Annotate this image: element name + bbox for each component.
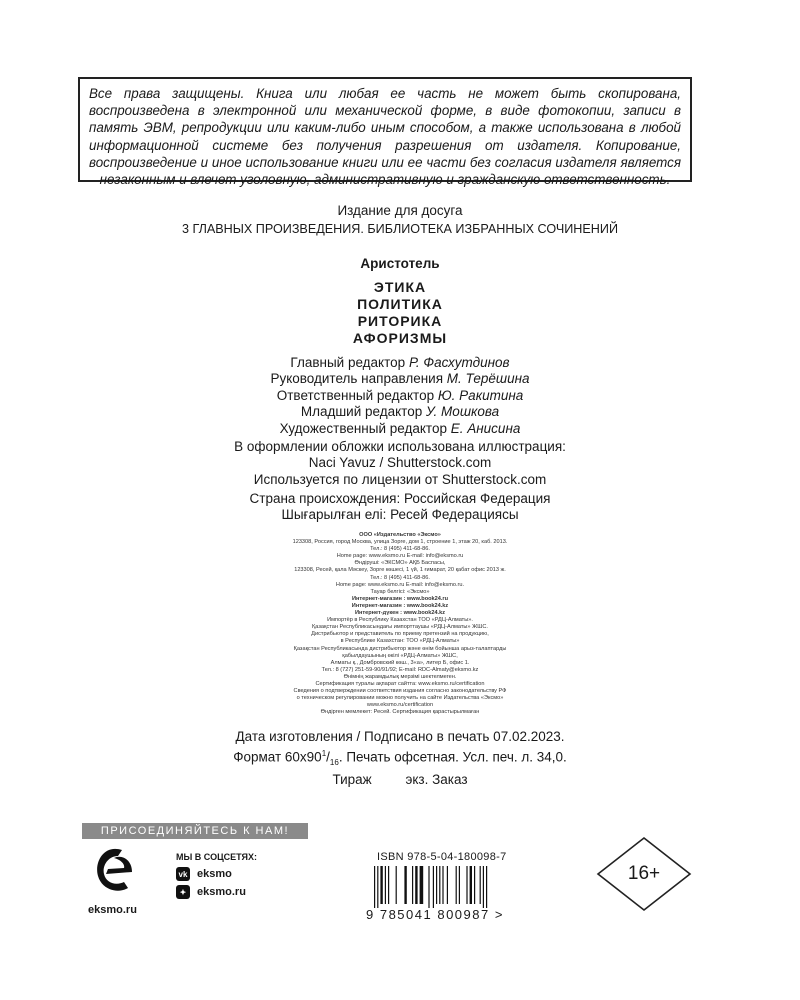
- barcode-bar: [439, 866, 440, 904]
- country-of-origin: [0, 491, 800, 524]
- barcode-bar: [377, 866, 378, 908]
- credit-line: Naci Yavuz / Shutterstock.com: [308, 455, 492, 471]
- barcode-digits: 9 785041 800987 >: [366, 907, 504, 922]
- barcode-bar: [415, 866, 417, 904]
- publisher-details: [0, 532, 800, 716]
- publisher-line: Өндіруші: «ЭКСМО» АҚБ Баспасы,: [354, 560, 446, 567]
- barcode-bar: [456, 866, 457, 904]
- barcode-bar: [486, 866, 487, 908]
- copyright-notice: Все права защищены. Книга или любая ее часть не может быть скопирована, воспроизведена в электронной или механической форме, в виде фотокопии, записи в память ЭВМ, репродукции или каким-либо иным способом, а также использована в любой информационной системе без получения разрешения от издателя. Копирование, воспроизведение и иное использование книги или ее части без согласия издателя является незаконным и влечет уголовную, административную и гражданскую ответственность.: [78, 77, 692, 182]
- series-title: 3 ГЛАВНЫХ ПРОИЗВЕДЕНИЯ. БИБЛИОТЕКА ИЗБРАННЫХ СОЧИНЕНИЙ: [181, 222, 619, 236]
- barcode-bar: [388, 866, 389, 904]
- dzen-icon: ✦: [176, 885, 190, 899]
- publisher-line: ООО «Издательство «Эксмо»: [359, 532, 441, 538]
- barcode-bar: [396, 866, 397, 904]
- publisher-line: 123308, Россия, город Москва, улица Зорге, дом 1, строение 1, этаж 20, каб. 2013.: [292, 539, 508, 546]
- publisher-line: Тел.: 8 (727) 251-59-90/91/92; E-mail: RDC-Almaty@eksmo.kz: [321, 666, 479, 673]
- edition-type: Издание для досуга: [337, 203, 463, 218]
- barcode-bar: [480, 866, 481, 904]
- title-item: ПОЛИТИКА: [357, 296, 443, 312]
- barcode-bar: [447, 866, 448, 904]
- circulation-line: Тираж экз. Заказ: [332, 772, 468, 788]
- isbn: ISBN 978-5-04-180098-7: [377, 851, 507, 863]
- publisher-line: Интернет-магазин : www.book24.kz: [351, 602, 449, 609]
- publisher-line: Сведения о подтверждении соответствия издания согласно законодательству РФ: [293, 688, 507, 695]
- barcode-bar: [436, 866, 437, 904]
- production-date: Дата изготовления / Подписано в печать 07.02.2023.: [235, 729, 565, 744]
- publisher-line: Тауар белгісі: «Эксмо»: [370, 588, 430, 595]
- origin-line: Страна происхождения: Российская Федерация: [249, 491, 551, 506]
- barcode-bar: [459, 866, 460, 904]
- title-item: РИТОРИКА: [357, 313, 443, 329]
- publisher-line: Интернет-магазин : www.book24.ru: [351, 595, 449, 602]
- publisher-line: Алматы қ., Домбровский көш., 3«а», литер Б, офис 1.: [330, 659, 470, 666]
- publisher-line: о техническом регулировании можно получить на сайте Издательства «Эксмо»: [296, 695, 504, 702]
- work-titles: [0, 279, 800, 347]
- title-item: АФОРИЗМЫ: [352, 330, 448, 346]
- author: Аристотель: [360, 256, 440, 271]
- publisher-line: Өндірген мемлекет: Ресей. Сертификация қарастырылмаған: [320, 709, 480, 716]
- publisher-line: Тел.: 8 (495) 411-68-86.: [370, 546, 430, 553]
- print-info: [0, 728, 800, 788]
- publisher-line: Дистрибьютор и представитель по приему претензий на продукцию,: [311, 631, 489, 638]
- publisher-line: www.eksmo.ru/certification: [366, 702, 434, 709]
- publisher-line: в Республике Казахстан: ТОО «РДЦ-Алматы»: [340, 638, 460, 645]
- editorial-staff: [0, 355, 800, 437]
- staff-line: Руководитель направления М. Терёшина: [270, 371, 530, 387]
- barcode-bar: [404, 866, 406, 904]
- publisher-line: Тел.: 8 (495) 411-68-86.: [370, 574, 430, 581]
- vk-icon: vk: [176, 867, 190, 881]
- publisher-line: Интернет-дүкен : www.book24.kz: [354, 610, 446, 617]
- staff-line: Художественный редактор Е. Анисина: [279, 420, 521, 436]
- eksmo-logo-icon: [92, 846, 138, 898]
- publisher-line: Home page: www.eksmo.ru E-mail: info@eksmo.ru: [336, 553, 464, 560]
- publisher-line: Home page: www.eksmo.ru E-mail: info@eksmo.ru.: [335, 581, 465, 588]
- social-name: eksmo: [197, 868, 232, 880]
- age-rating-badge: [596, 836, 692, 912]
- barcode-bar: [483, 866, 484, 908]
- eksmo-site-link[interactable]: eksmo.ru: [88, 904, 137, 916]
- social-link-dzen[interactable]: [176, 885, 246, 899]
- staff-line: Ответственный редактор Ю. Ракитина: [276, 387, 524, 403]
- publisher-line: Өнімнің жарамдылық мерзімі шектелмеген.: [343, 673, 457, 680]
- social-link-vk[interactable]: [176, 867, 232, 881]
- barcode-bar: [474, 866, 475, 904]
- staff-line: Младший редактор У. Мошкова: [300, 404, 500, 420]
- publisher-line: Қазақстан Республикасындағы импорттаушы «РДЦ-Алматы» ЖШС.: [312, 624, 488, 631]
- publisher-line: Сертификация туралы ақпарат сайтта: www.eksmo.ru/certification: [315, 680, 485, 687]
- origin-line: Шығарылған елі: Ресей Федерациясы: [281, 507, 519, 523]
- age-rating-text: 16+: [627, 863, 661, 884]
- title-item: ЭТИКА: [373, 279, 427, 295]
- social-label: МЫ В СОЦСЕТЯХ:: [176, 852, 258, 862]
- barcode-bar: [442, 866, 443, 904]
- barcode-bar: [385, 866, 386, 904]
- staff-line: Главный редактор Р. Фасхутдинов: [290, 355, 510, 370]
- barcode-bar: [380, 866, 382, 904]
- publisher-line: 123308, Ресей, қала Мәскеу, Зорге көшесі, 1 үй, 1 ғимарат, 20 қабат офис 2013 ж.: [294, 567, 506, 574]
- illustration-credit: [0, 439, 800, 488]
- barcode-bar: [433, 866, 434, 908]
- barcode-bar: [374, 866, 375, 908]
- format-line: Формат $60x90^1/_{16}$. Печать офсетная. Усл. печ. л. 34,0.: [233, 749, 567, 768]
- barcode-icon: [370, 866, 530, 913]
- publisher-line: Қазақстан Республикасында дистрибьютор және өнім бойынша арыз-талаптарды: [293, 645, 507, 652]
- publisher-line: Импортёр в Республику Казахстан ТОО «РДЦ-Алматы».: [327, 617, 473, 624]
- barcode-bar: [470, 866, 472, 904]
- barcode-bar: [466, 866, 467, 904]
- social-name: eksmo.ru: [197, 886, 246, 898]
- join-us-banner: ПРИСОЕДИНЯЙТЕСЬ К НАМ!: [82, 823, 308, 839]
- publisher-line: қабылдаушының өкілі «РДЦ-Алматы» ЖШС,: [342, 652, 458, 659]
- credit-line: Используется по лицензии от Shutterstock.com: [253, 471, 547, 487]
- barcode-bar: [428, 866, 429, 908]
- barcode-bar: [412, 866, 413, 904]
- barcode-bar: [420, 866, 424, 904]
- credit-line: В оформлении обложки использована иллюстрация:: [234, 439, 566, 454]
